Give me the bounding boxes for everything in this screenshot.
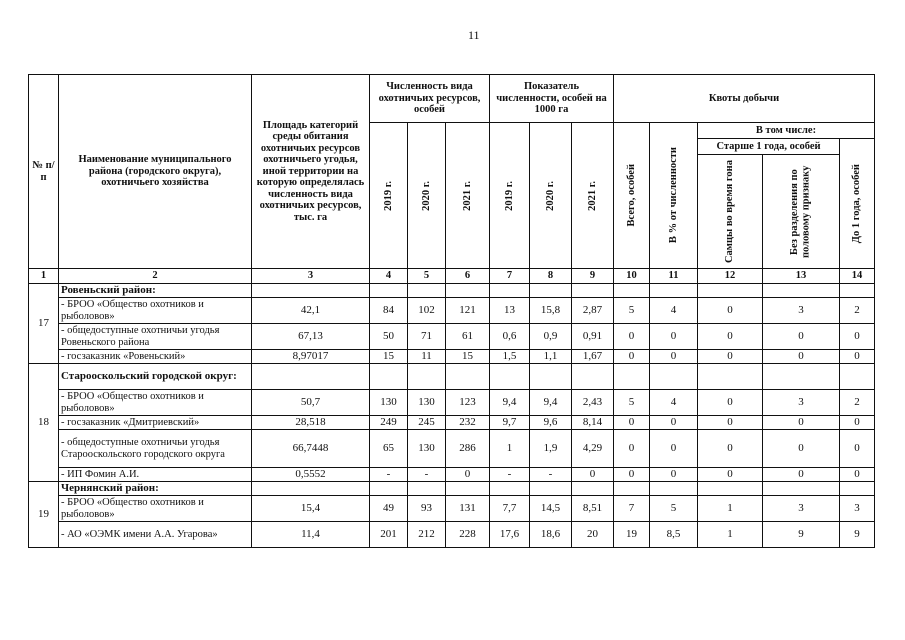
value-cell: 249 — [370, 416, 408, 430]
value-cell: 1 — [698, 522, 763, 548]
org-name: - АО «ОЭМК имени А.А. Угарова» — [59, 522, 252, 548]
value-cell: 130 — [408, 390, 446, 416]
empty-cell — [530, 364, 572, 390]
value-cell: 9,7 — [490, 416, 530, 430]
value-cell: 0 — [572, 468, 614, 482]
empty-cell — [572, 482, 614, 496]
value-cell: 2,87 — [572, 298, 614, 324]
value-cell: 15 — [370, 350, 408, 364]
value-cell: 65 — [370, 430, 408, 468]
column-index: 11 — [650, 269, 698, 284]
value-cell: 0 — [614, 468, 650, 482]
value-cell: 0 — [763, 416, 840, 430]
empty-cell — [572, 284, 614, 298]
district-name: Старооскольский городской округ: — [59, 364, 252, 390]
org-name: - БРОО «Общество охотников и рыболовов» — [59, 390, 252, 416]
value-cell: 61 — [446, 324, 490, 350]
header-density-2021: 2021 г. — [586, 180, 598, 211]
value-cell: 102 — [408, 298, 446, 324]
empty-cell — [370, 364, 408, 390]
value-cell: 130 — [370, 390, 408, 416]
value-cell: 121 — [446, 298, 490, 324]
value-cell: 66,7448 — [252, 430, 370, 468]
value-cell: 1 — [698, 496, 763, 522]
table-row — [29, 324, 875, 350]
header-incl: В том числе: — [698, 123, 875, 139]
value-cell: 0 — [698, 416, 763, 430]
value-cell: 93 — [408, 496, 446, 522]
quota-table — [28, 74, 875, 548]
value-cell: 0 — [650, 324, 698, 350]
value-cell: 5 — [614, 298, 650, 324]
column-index: 1 — [29, 269, 59, 284]
value-cell: 0 — [698, 324, 763, 350]
header-count-2021: 2021 г. — [461, 180, 473, 211]
value-cell: 0,91 — [572, 324, 614, 350]
value-cell: 0 — [840, 468, 875, 482]
value-cell: 0 — [698, 390, 763, 416]
group-number: 17 — [29, 284, 59, 364]
empty-cell — [408, 364, 446, 390]
value-cell: 28,518 — [252, 416, 370, 430]
column-index: 2 — [59, 269, 252, 284]
value-cell: 8,97017 — [252, 350, 370, 364]
header-no: № п/п — [29, 75, 59, 269]
column-index: 9 — [572, 269, 614, 284]
value-cell: 1,1 — [530, 350, 572, 364]
empty-cell — [408, 284, 446, 298]
value-cell: 9 — [763, 522, 840, 548]
empty-cell — [408, 482, 446, 496]
header-density-2019: 2019 г. — [503, 180, 515, 211]
empty-cell — [763, 364, 840, 390]
header-count-2019: 2019 г. — [382, 180, 394, 211]
header-density-2020: 2020 г. — [544, 180, 556, 211]
value-cell: 7 — [614, 496, 650, 522]
empty-cell — [840, 364, 875, 390]
value-cell: - — [490, 468, 530, 482]
table-row — [29, 350, 875, 364]
value-cell: 228 — [446, 522, 490, 548]
value-cell: 9,4 — [530, 390, 572, 416]
empty-cell — [370, 482, 408, 496]
header-no-sex: Без разделения по половому признаку — [789, 165, 812, 258]
value-cell: 13 — [490, 298, 530, 324]
org-name: - ИП Фомин А.И. — [59, 468, 252, 482]
empty-cell — [650, 364, 698, 390]
column-index: 6 — [446, 269, 490, 284]
header-density-group: Показатель численности, особей на 1000 га — [490, 75, 614, 123]
empty-cell — [698, 364, 763, 390]
header-older: Старше 1 года, особей — [698, 139, 840, 155]
value-cell: 0 — [840, 416, 875, 430]
value-cell: 0 — [763, 324, 840, 350]
column-index: 4 — [370, 269, 408, 284]
value-cell: 3 — [840, 496, 875, 522]
value-cell: 131 — [446, 496, 490, 522]
org-name: - общедоступные охотничьи угодья Ровеньского района — [59, 324, 252, 350]
value-cell: 71 — [408, 324, 446, 350]
table-row — [29, 522, 875, 548]
value-cell: 0,5552 — [252, 468, 370, 482]
value-cell: 3 — [763, 390, 840, 416]
value-cell: 245 — [408, 416, 446, 430]
value-cell: 11 — [408, 350, 446, 364]
empty-cell — [490, 482, 530, 496]
org-name: - общедоступные охотничьи угодья Старооскольского городского округа — [59, 430, 252, 468]
header-name: Наименование муниципального района (городского округа), охотничьего хозяйства — [59, 75, 252, 269]
value-cell: 0 — [650, 430, 698, 468]
header-area: Площадь категорий среды обитания охотничьих ресурсов охотничьего угодья, иной территории на которую определялась численность вида охотничьих ресурсов, тыс. га — [252, 75, 370, 269]
value-cell: 3 — [763, 496, 840, 522]
empty-cell — [614, 284, 650, 298]
value-cell: 8,51 — [572, 496, 614, 522]
value-cell: 0 — [763, 468, 840, 482]
value-cell: 15,4 — [252, 496, 370, 522]
value-cell: 42,1 — [252, 298, 370, 324]
column-index: 12 — [698, 269, 763, 284]
value-cell: 8,5 — [650, 522, 698, 548]
value-cell: 0 — [614, 416, 650, 430]
value-cell: 0 — [614, 430, 650, 468]
header-percent: В % от численности — [667, 147, 679, 244]
value-cell: 11,4 — [252, 522, 370, 548]
value-cell: 20 — [572, 522, 614, 548]
empty-cell — [614, 364, 650, 390]
value-cell: 18,6 — [530, 522, 572, 548]
header-total: Всего, особей — [625, 164, 637, 227]
org-name: - БРОО «Общество охотников и рыболовов» — [59, 496, 252, 522]
header-under1: До 1 года, особей — [851, 163, 863, 244]
column-index: 3 — [252, 269, 370, 284]
empty-cell — [763, 284, 840, 298]
empty-cell — [252, 482, 370, 496]
value-cell: - — [530, 468, 572, 482]
value-cell: 0 — [698, 350, 763, 364]
empty-cell — [650, 284, 698, 298]
value-cell: 212 — [408, 522, 446, 548]
table-row — [29, 430, 875, 468]
table-row — [29, 496, 875, 522]
value-cell: 9,4 — [490, 390, 530, 416]
empty-cell — [650, 482, 698, 496]
value-cell: 2 — [840, 390, 875, 416]
value-cell: 67,13 — [252, 324, 370, 350]
column-index: 7 — [490, 269, 530, 284]
value-cell: 15 — [446, 350, 490, 364]
value-cell: 19 — [614, 522, 650, 548]
column-index: 14 — [840, 269, 875, 284]
value-cell: 8,14 — [572, 416, 614, 430]
value-cell: 286 — [446, 430, 490, 468]
header-quota-group: Квоты добычи — [614, 75, 875, 123]
value-cell: 0 — [840, 324, 875, 350]
value-cell: 14,5 — [530, 496, 572, 522]
empty-cell — [572, 364, 614, 390]
value-cell: 17,6 — [490, 522, 530, 548]
page-number: 11 — [468, 28, 480, 42]
empty-cell — [446, 482, 490, 496]
value-cell: 15,8 — [530, 298, 572, 324]
org-name: - госзаказник «Ровеньский» — [59, 350, 252, 364]
value-cell: 0 — [763, 430, 840, 468]
value-cell: 0 — [698, 430, 763, 468]
value-cell: 5 — [650, 496, 698, 522]
group-number: 19 — [29, 482, 59, 548]
empty-cell — [252, 364, 370, 390]
value-cell: 130 — [408, 430, 446, 468]
value-cell: 232 — [446, 416, 490, 430]
empty-cell — [698, 284, 763, 298]
empty-cell — [446, 364, 490, 390]
header-count-2020: 2020 г. — [420, 180, 432, 211]
empty-cell — [252, 284, 370, 298]
empty-cell — [840, 482, 875, 496]
empty-cell — [446, 284, 490, 298]
value-cell: 84 — [370, 298, 408, 324]
district-name: Ровеньский район: — [59, 284, 252, 298]
column-index: 13 — [763, 269, 840, 284]
value-cell: 7,7 — [490, 496, 530, 522]
value-cell: 1,5 — [490, 350, 530, 364]
empty-cell — [840, 284, 875, 298]
empty-cell — [530, 284, 572, 298]
value-cell: 0 — [614, 324, 650, 350]
value-cell: 0,6 — [490, 324, 530, 350]
column-index: 5 — [408, 269, 446, 284]
table-row — [29, 468, 875, 482]
value-cell: 0 — [650, 416, 698, 430]
org-name: - госзаказник «Дмитриевский» — [59, 416, 252, 430]
value-cell: 2,43 — [572, 390, 614, 416]
group-number: 18 — [29, 364, 59, 482]
value-cell: 9 — [840, 522, 875, 548]
value-cell: 0 — [650, 468, 698, 482]
value-cell: 49 — [370, 496, 408, 522]
value-cell: 5 — [614, 390, 650, 416]
empty-cell — [698, 482, 763, 496]
value-cell: 4,29 — [572, 430, 614, 468]
value-cell: 1,67 — [572, 350, 614, 364]
value-cell: 0 — [763, 350, 840, 364]
empty-cell — [490, 284, 530, 298]
empty-cell — [530, 482, 572, 496]
value-cell: 4 — [650, 298, 698, 324]
empty-cell — [763, 482, 840, 496]
value-cell: 4 — [650, 390, 698, 416]
empty-cell — [614, 482, 650, 496]
value-cell: 0 — [614, 350, 650, 364]
value-cell: 3 — [763, 298, 840, 324]
value-cell: 50 — [370, 324, 408, 350]
value-cell: 50,7 — [252, 390, 370, 416]
value-cell: - — [370, 468, 408, 482]
column-index: 8 — [530, 269, 572, 284]
table-row — [29, 416, 875, 430]
table-row — [29, 298, 875, 324]
value-cell: 0 — [446, 468, 490, 482]
value-cell: - — [408, 468, 446, 482]
empty-cell — [490, 364, 530, 390]
value-cell: 0 — [840, 430, 875, 468]
table-row — [29, 390, 875, 416]
header-count-group: Численность вида охотничьих ресурсов, особей — [370, 75, 490, 123]
column-index: 10 — [614, 269, 650, 284]
district-name: Чернянский район: — [59, 482, 252, 496]
value-cell: 0 — [650, 350, 698, 364]
value-cell: 0 — [840, 350, 875, 364]
value-cell: 0 — [698, 298, 763, 324]
org-name: - БРОО «Общество охотников и рыболовов» — [59, 298, 252, 324]
value-cell: 0,9 — [530, 324, 572, 350]
value-cell: 0 — [698, 468, 763, 482]
value-cell: 1,9 — [530, 430, 572, 468]
value-cell: 201 — [370, 522, 408, 548]
empty-cell — [370, 284, 408, 298]
header-males-rut: Самцы во время гона — [724, 159, 736, 264]
value-cell: 9,6 — [530, 416, 572, 430]
value-cell: 123 — [446, 390, 490, 416]
value-cell: 1 — [490, 430, 530, 468]
value-cell: 2 — [840, 298, 875, 324]
